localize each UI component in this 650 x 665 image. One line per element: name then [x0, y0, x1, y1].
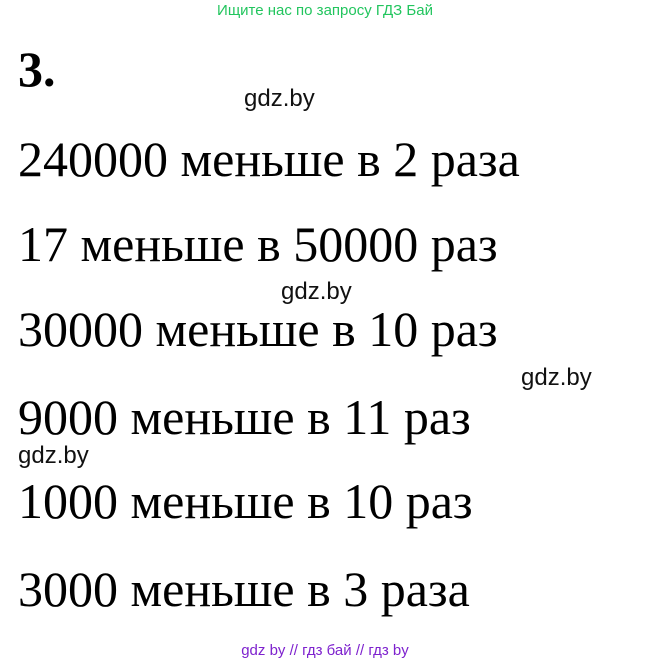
answer-line-2: 17 меньше в 50000 раз: [18, 216, 498, 272]
answer-line-3: 30000 меньше в 10 раз: [18, 301, 498, 357]
header-banner: Ищите нас по запросу ГДЗ Бай: [217, 2, 433, 19]
footer-banner: gdz by // гдз бай // гдз by: [241, 642, 409, 659]
watermark: gdz.by: [244, 85, 315, 112]
answer-line-5: 1000 меньше в 10 раз: [18, 473, 473, 529]
answer-line-4: 9000 меньше в 11 раз: [18, 389, 471, 445]
answer-line-6: 3000 меньше в 3 раза: [18, 561, 470, 617]
watermark: gdz.by: [521, 364, 592, 391]
watermark: gdz.by: [18, 442, 89, 469]
watermark: gdz.by: [281, 278, 352, 305]
task-number: 3.: [18, 41, 56, 97]
answer-line-1: 240000 меньше в 2 раза: [18, 131, 520, 187]
